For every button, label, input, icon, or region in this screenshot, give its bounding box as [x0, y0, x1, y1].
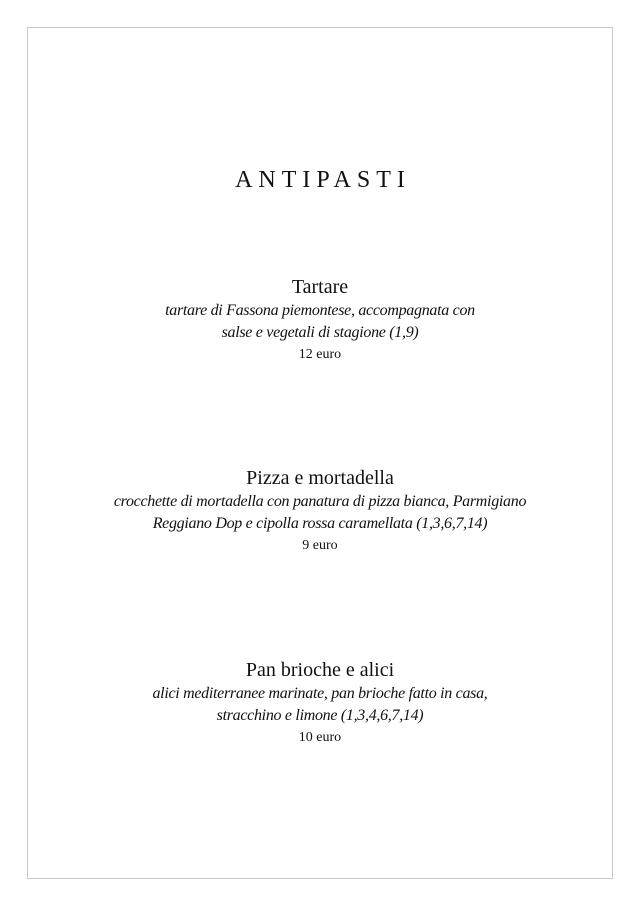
item-price: 10 euro [298, 730, 342, 745]
menu-item [0, 465, 640, 557]
item-price: 9 euro [302, 538, 338, 553]
description-line: Reggiano Dop e cipolla rossa caramellata (1,3,6,7,14) [152, 515, 488, 532]
page-border [27, 27, 613, 879]
menu-item [0, 274, 640, 366]
item-description [0, 491, 640, 535]
item-name: Pizza e mortadella [246, 467, 394, 489]
description-line: alici mediterranee marinate, pan brioche fatto in casa, [152, 685, 488, 702]
item-name: Tartare [291, 276, 349, 298]
item-description [0, 683, 640, 727]
description-line: tartare di Fassona piemontese, accompagnata con [165, 302, 475, 319]
description-line: stracchino e limone (1,3,4,6,7,14) [216, 707, 424, 724]
description-line: crocchette di mortadella con panatura di pizza bianca, Parmigiano [113, 493, 527, 510]
item-description [0, 300, 640, 344]
menu-item [0, 657, 640, 749]
item-name: Pan brioche e alici [245, 659, 395, 681]
description-line: salse e vegetali di stagione (1,9) [221, 324, 419, 341]
item-price: 12 euro [298, 347, 342, 362]
section-title: ANTIPASTI [235, 167, 411, 193]
